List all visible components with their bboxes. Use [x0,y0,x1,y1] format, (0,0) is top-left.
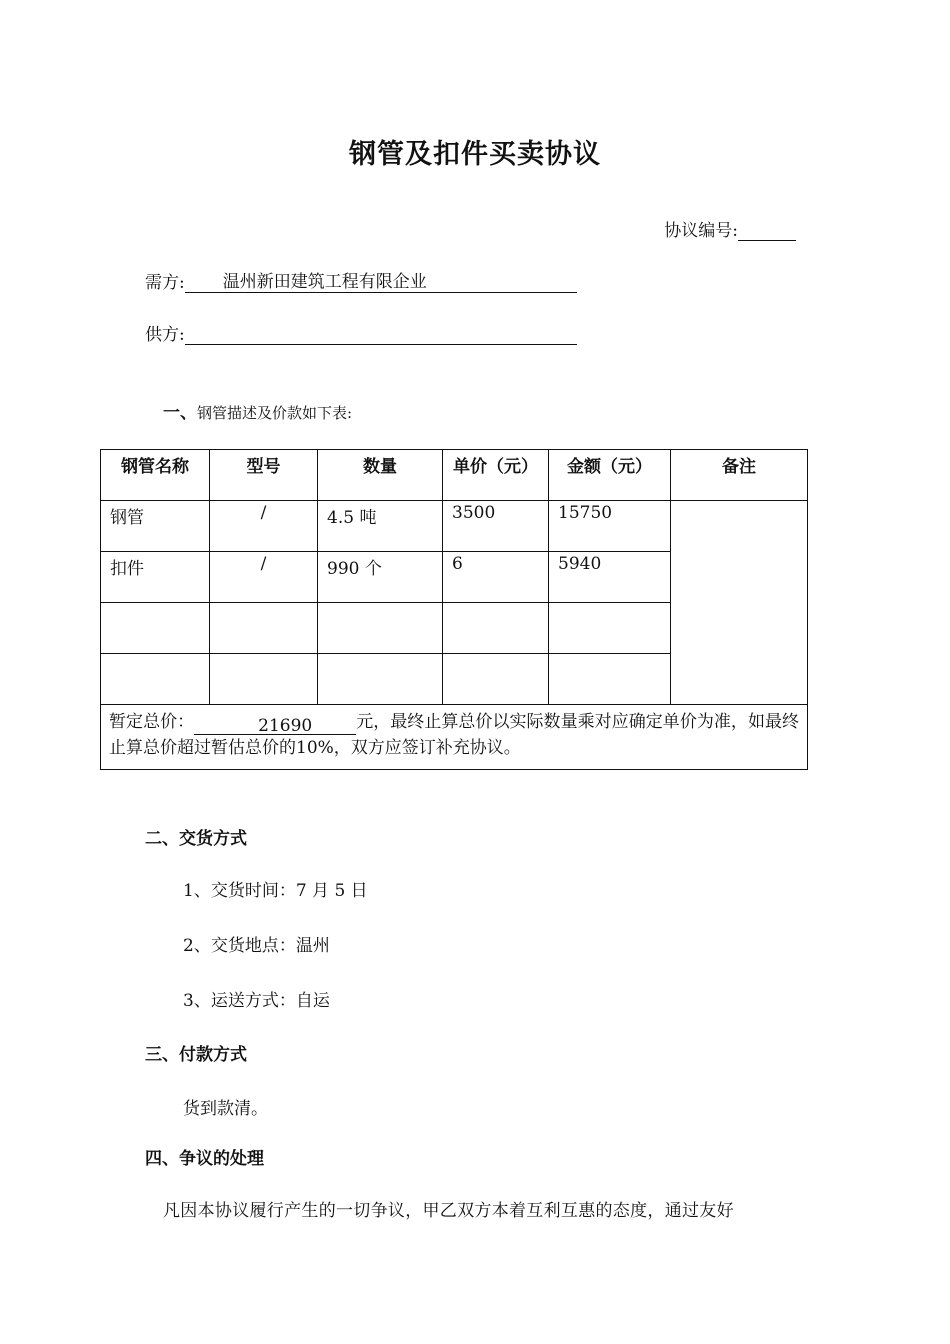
cell-amount [549,603,671,654]
section3-heading: 三、付款方式 [145,1045,247,1065]
header-unit-price: 单价（元） [443,450,549,501]
section2-heading: 二、交货方式 [145,829,247,849]
section1-text: 钢管描述及价款如下表: [197,404,353,422]
supplier-line [145,320,577,345]
agreement-number-blank [738,222,796,241]
header-model: 型号 [210,450,318,501]
supplier-underline [185,322,577,345]
cell-model: / [210,552,318,603]
section1-number: 一、 [163,403,197,423]
cell-quantity [318,603,443,654]
buyer-underline [185,270,577,293]
cell-model: / [210,501,318,552]
delivery-time: 1、交货时间：7 月 5 日 [183,881,368,901]
price-table [100,449,808,770]
transport-method: 3、运送方式：自运 [183,991,330,1011]
cell-name [101,603,210,654]
payment-text: 货到款清。 [183,1099,268,1119]
total-label: 暂定总价： [109,712,195,732]
cell-unit-price: 3500 [443,501,549,552]
header-remarks: 备注 [671,450,808,501]
dispute-text: 凡因本协议履行产生的一切争议，甲乙双方本着互利互惠的态度，通过友好 [163,1201,734,1221]
cell-model [210,603,318,654]
total-cell [101,705,808,770]
table-total-row [101,705,808,770]
document-title: 钢管及扣件买卖协议 [349,139,601,170]
cell-quantity: 990 个 [318,552,443,603]
cell-model [210,654,318,705]
cell-quantity: 4.5 吨 [318,501,443,552]
cell-name [101,654,210,705]
header-quantity: 数量 [318,450,443,501]
supplier-label: 供方: [145,325,185,345]
total-value: 21690 [194,713,356,735]
buyer-line [145,268,577,293]
header-name: 钢管名称 [101,450,210,501]
header-amount: 金额（元） [549,450,671,501]
buyer-name: 温州新田建筑工程有限企业 [222,272,427,292]
cell-amount: 5940 [549,552,671,603]
cell-amount [549,654,671,705]
buyer-label: 需方: [145,273,185,293]
cell-amount: 15750 [549,501,671,552]
agreement-number-label: 协议编号: [664,221,738,241]
cell-quantity [318,654,443,705]
agreement-number [664,216,796,241]
table-row [101,501,808,552]
delivery-location: 2、交货地点：温州 [183,936,330,956]
cell-name: 扣件 [101,552,210,603]
cell-remarks [671,501,808,705]
section4-heading: 四、争议的处理 [145,1149,264,1169]
cell-name: 钢管 [101,501,210,552]
cell-unit-price [443,603,549,654]
cell-unit-price: 6 [443,552,549,603]
section1 [163,398,352,423]
table-header-row [101,450,808,501]
cell-unit-price [443,654,549,705]
total-text: 元，最终止算总价以实际数量乘对应确定单价为准，如最终止算总价超过暂估总价的10%，双方应签订补充协议。 [109,712,800,758]
